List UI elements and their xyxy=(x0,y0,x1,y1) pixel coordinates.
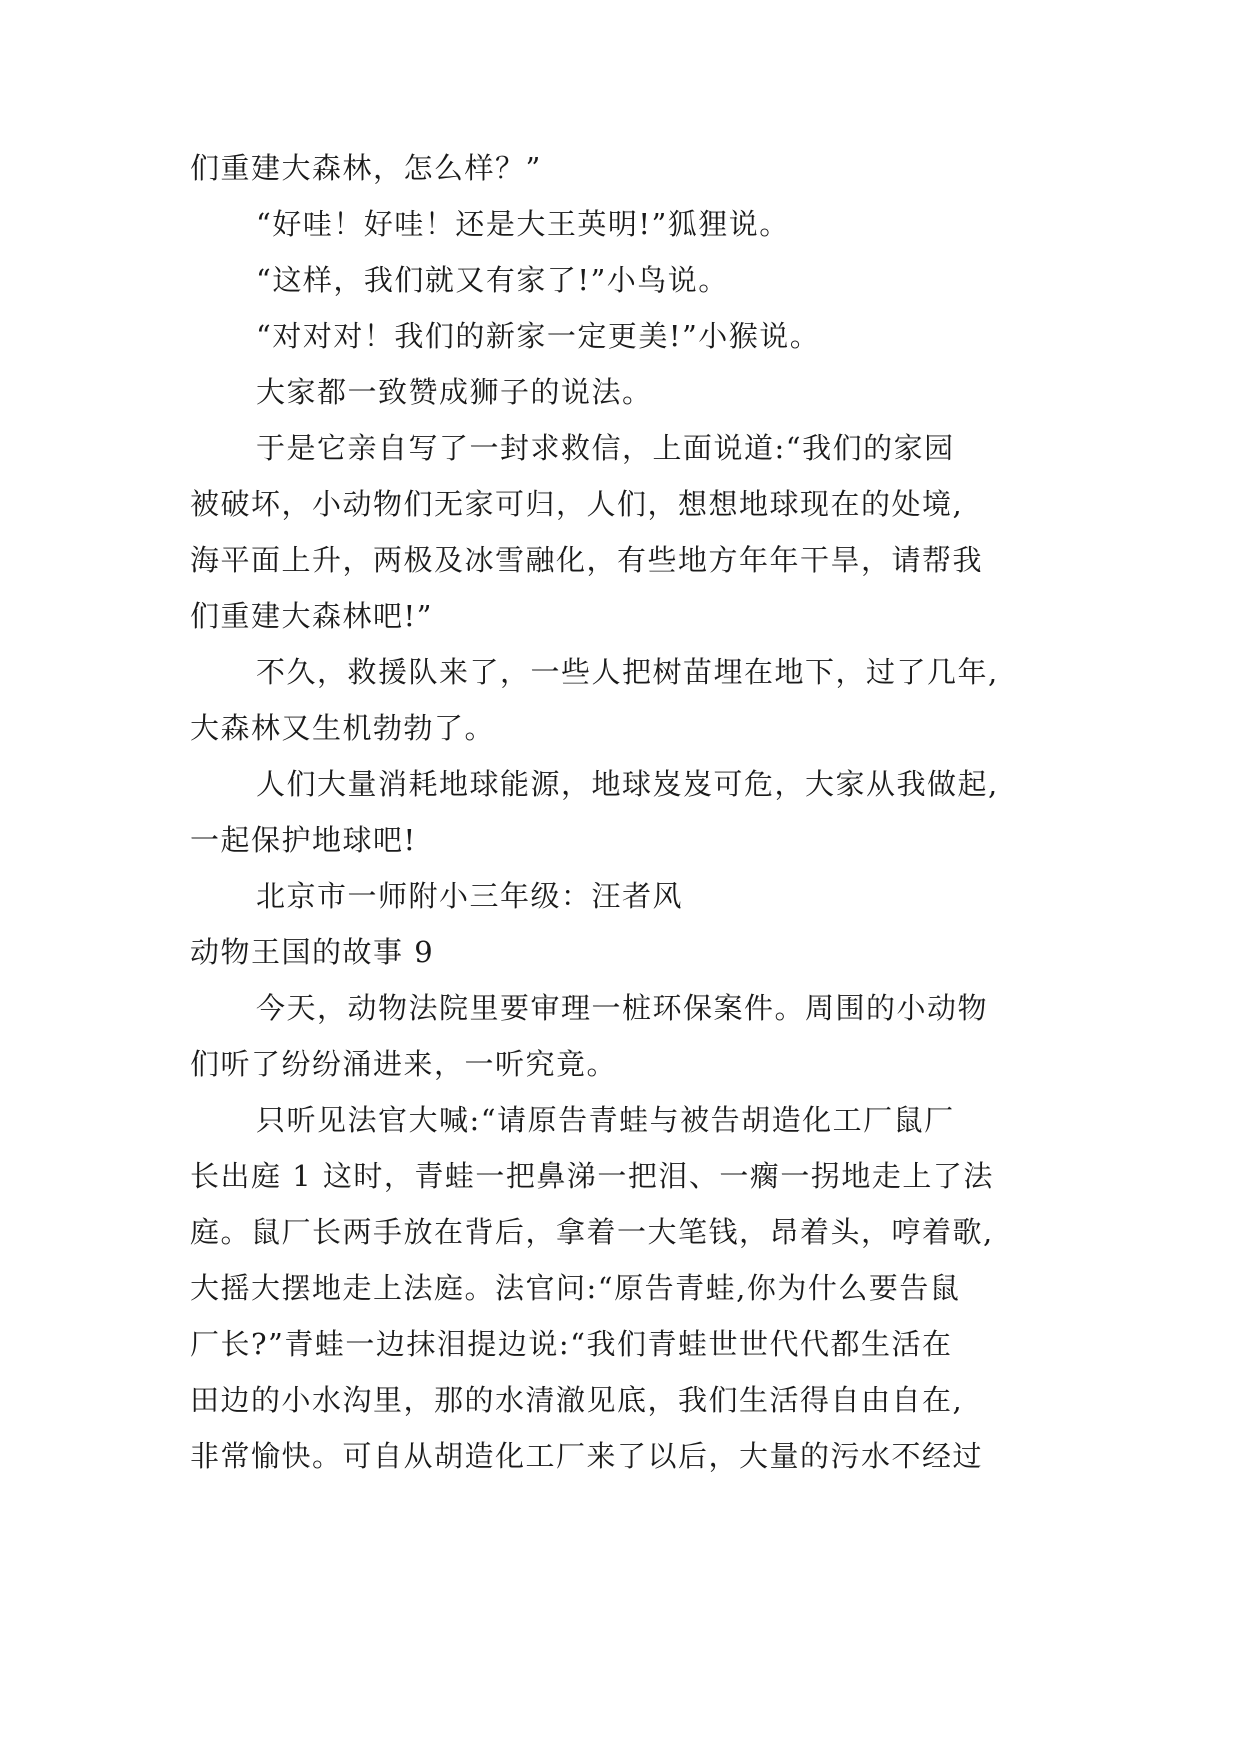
text-line: “好哇！好哇！还是大王英明!”狐狸说。 xyxy=(256,207,790,241)
text-line: 们听了纷纷涌进来，一听究竟。 xyxy=(190,1047,618,1081)
text-line: 大家都一致赞成狮子的说法。 xyxy=(256,375,653,409)
text-line: 今天，动物法院里要审理一桩环保案件。周围的小动物 xyxy=(256,991,989,1025)
text-line: 厂长?”青蛙一边抹泪提边说:“我们青蛙世世代代都生活在 xyxy=(190,1327,953,1361)
story-title: 动物王国的故事 9 xyxy=(190,935,435,969)
text-line: 海平面上升，两极及冰雪融化，有些地方年年干旱，请帮我 xyxy=(190,543,984,577)
text-line: “这样，我们就又有家了!”小鸟说。 xyxy=(256,263,729,297)
text-line: 一起保护地球吧! xyxy=(190,823,417,857)
text-line: 只听见法官大喊:“请原告青蛙与被告胡造化工厂鼠厂 xyxy=(256,1103,955,1137)
text-line: 于是它亲自写了一封求救信，上面说道:“我们的家园 xyxy=(256,431,955,465)
text-line: 被破坏，小动物们无家可归，人们，想想地球现在的处境, xyxy=(190,487,964,521)
text-line: 们重建大森林吧!” xyxy=(190,599,433,633)
text-line: 大摇大摆地走上法庭。法官问:“原告青蛙,你为什么要告鼠 xyxy=(190,1271,961,1305)
text-line: 长出庭 1 这时，青蛙一把鼻涕一把泪、一瘸一拐地走上了法 xyxy=(190,1159,994,1193)
text-line: 非常愉快。可自从胡造化工厂来了以后，大量的污水不经过 xyxy=(190,1439,984,1473)
text-line: 人们大量消耗地球能源，地球岌岌可危，大家从我做起, xyxy=(256,767,999,801)
text-line: 大森林又生机勃勃了。 xyxy=(190,711,496,745)
text-line: “对对对！我们的新家一定更美!”小猴说。 xyxy=(256,319,821,353)
text-line: 庭。鼠厂长两手放在背后，拿着一大笔钱，昂着头，哼着歌, xyxy=(190,1215,994,1249)
author-line: 北京市一师附小三年级：汪者风 xyxy=(256,879,684,913)
text-line: 们重建大森林，怎么样？” xyxy=(190,151,542,185)
text-line: 不久，救援队来了，一些人把树苗埋在地下，过了几年, xyxy=(256,655,999,689)
text-line: 田边的小水沟里，那的水清澈见底，我们生活得自由自在, xyxy=(190,1383,964,1417)
